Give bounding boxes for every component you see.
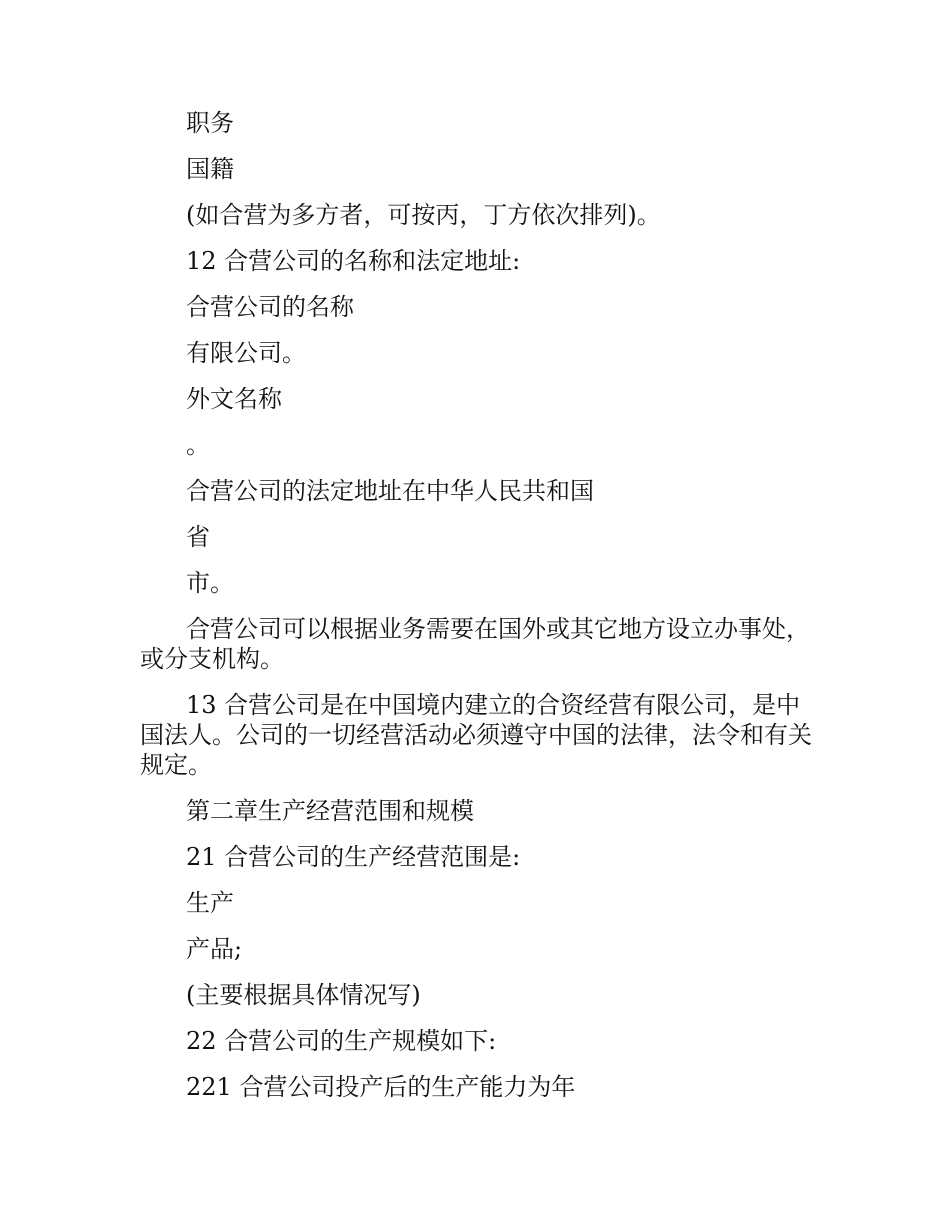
paragraph-clause-2-2: 22 合营公司的生产规模如下: [186,1027,497,1055]
paragraph-products: 产品; [186,935,243,963]
paragraph-multi-party-note: (如合营为多方者，可按丙，丁方依次排列)。 [186,201,661,229]
paragraph-company-name: 合营公司的名称 [186,293,354,321]
paragraph-limited-company: 有限公司。 [186,339,306,367]
paragraph-province: 省 [186,523,210,551]
paragraph-foreign-name: 外文名称 [186,385,282,413]
paragraph-produce: 生产 [186,889,234,917]
paragraph-clause-1-2: 12 合营公司的名称和法定地址: [186,247,521,275]
paragraph-branch-offices: 合营公司可以根据业务需要在国外或其它地方设立办事处，或分支机构。 [140,615,810,673]
paragraph-clause-2-2-1: 221 合营公司投产后的生产能力为年 [186,1073,576,1101]
paragraph-legal-address: 合营公司的法定地址在中华人民共和国 [186,477,594,505]
paragraph-nationality: 国籍 [186,155,234,183]
paragraph-period: 。 [186,431,210,459]
paragraph-clause-2-1: 21 合营公司的生产经营范围是: [186,843,521,871]
document-body [140,108,820,1118]
paragraph-city: 市。 [186,569,234,597]
paragraph-write-note: (主要根据具体情况写) [186,981,421,1009]
paragraph-clause-1-3: 13 合营公司是在中国境内建立的合资经营有限公司，是中国法人。公司的一切经营活动必须遵守中国的法律，法令和有关规定。 [140,691,812,779]
paragraph-chapter-2-heading: 第二章生产经营范围和规模 [186,797,474,825]
paragraph-position: 职务 [186,109,234,137]
